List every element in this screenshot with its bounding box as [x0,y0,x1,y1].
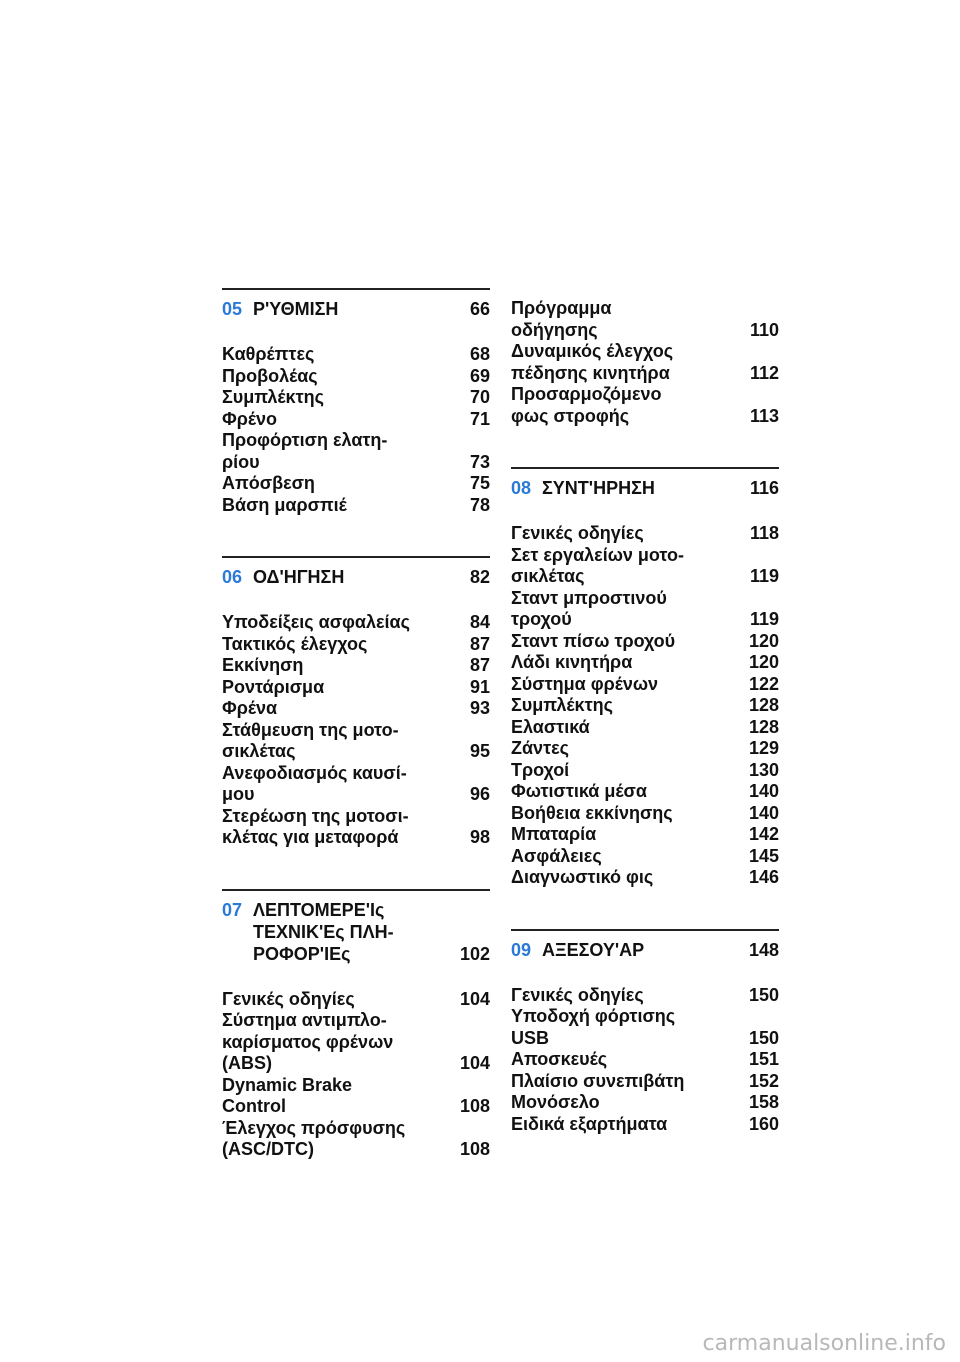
toc-entry-page: 95 [469,741,490,761]
toc-entry-title: Προσαρμοζόμενο φως στροφής [511,384,662,426]
section-page: 102 [459,943,490,964]
toc-entry-title: Μονόσελο [511,1092,600,1112]
toc-entry-title: Δυναμικός έλεγχος πέδησης κινητήρα [511,341,674,383]
toc-entry[interactable] [511,695,779,717]
toc-entry-title: Τακτικός έλεγχος [222,633,368,654]
toc-entry-page: 140 [748,802,779,823]
toc-entry[interactable] [511,652,779,674]
toc-entry-title: Προφόρτιση ελατη- ρίου [222,430,388,472]
toc-entry[interactable] [222,763,490,806]
toc-entry-page: 120 [748,630,779,651]
toc-entry[interactable] [222,720,490,763]
toc-entry[interactable] [511,717,779,739]
toc-entry[interactable] [511,738,779,760]
toc-entry-title: Μπαταρία [511,824,597,844]
toc-entry[interactable] [511,1114,779,1136]
toc-entry-page: 122 [748,673,779,694]
toc-entry-title: Λάδι κινητήρα [511,652,633,672]
toc-entry[interactable] [511,545,779,588]
toc-entry[interactable] [511,523,779,545]
toc-entry[interactable] [222,698,490,720]
toc-continued-entries [511,288,779,427]
toc-entry-title: Φρένο [222,408,278,429]
toc-entry-title: Πρόγραμμα οδήγησης [511,298,612,340]
toc-entry-page: 108 [459,1096,490,1116]
toc-entry[interactable] [511,298,779,341]
toc-entry[interactable] [511,1092,779,1114]
toc-entry-page: 112 [749,362,779,383]
toc-entry-page: 160 [748,1113,779,1134]
toc-entry-title: Dynamic Brake Control [222,1074,353,1116]
toc-entry-title: Ροντάρισμα [222,676,325,697]
toc-entry-page: 129 [748,738,779,758]
section-heading[interactable] [222,899,490,965]
toc-entry-title: Γενικές οδηγίες [511,523,644,543]
toc-entry[interactable] [511,384,779,427]
watermark: carmanualsonline.info [702,1331,946,1356]
toc-section-06 [222,556,490,849]
toc-entry-page: 96 [469,784,490,804]
toc-section-07 [222,889,490,1161]
toc-entry-title: Σύστημα φρένων [511,673,659,694]
toc-entry-page: 119 [749,609,779,629]
toc-right-column [511,288,779,1175]
toc-entry-title: Απόσβεση [222,473,315,493]
toc-section-05 [222,288,490,516]
section-number: 06 [222,567,243,587]
toc-section-09 [511,929,779,1136]
toc-entry-title: Σετ εργαλείων μοτο- σικλέτας [511,544,684,586]
toc-entry-page: 78 [469,494,490,515]
toc-entry-page: 75 [469,473,490,493]
toc-entry[interactable] [222,366,490,388]
toc-entry-page: 87 [469,655,490,675]
toc-entry-title: Ελαστικά [511,716,590,737]
toc-entry-page: 146 [748,867,779,887]
toc-entry-title: Προβολέας [222,365,318,386]
toc-entry-page: 128 [748,695,779,715]
section-page: 82 [469,567,490,587]
toc-entry[interactable] [222,989,490,1011]
toc-entry[interactable] [222,677,490,699]
toc-entry[interactable] [511,867,779,889]
section-title: ΑΞΕΣΟΥ'ΑΡ [542,939,645,960]
toc-entry-page: 84 [469,612,490,632]
toc-entry-title: Σταντ μπροστινού τροχού [511,587,667,629]
toc-entry[interactable] [222,387,490,409]
toc-entry-page: 108 [459,1139,490,1159]
toc-entry[interactable] [222,806,490,849]
toc-entry[interactable] [222,409,490,431]
toc-entry[interactable] [511,341,779,384]
toc-entry[interactable] [222,634,490,656]
section-heading[interactable] [222,298,490,320]
toc-entry[interactable] [511,760,779,782]
toc-entry-page: 140 [748,781,779,801]
toc-entry-page: 98 [469,827,490,847]
section-title: ΟΔ'ΗΓΗΣΗ [253,567,345,587]
toc-entry-page: 142 [748,824,779,844]
toc-entry-page: 104 [459,988,490,1009]
toc-entry-page: 119 [749,566,779,586]
toc-entry-title: Πλαίσιο συνεπιβάτη [511,1070,685,1091]
toc-entry-title: Καθρέπτες [222,344,315,364]
toc-entry-page: 110 [749,319,779,340]
section-heading[interactable] [511,939,779,961]
toc-entry[interactable] [511,824,779,846]
toc-entry[interactable] [511,803,779,825]
toc-entry-page: 151 [748,1049,779,1069]
toc-entry-title: Υποδοχή φόρτισης USB [511,1006,676,1048]
toc-entry-title: Σύστημα αντιμπλο- καρίσματος φρένων (ABS) [222,1010,394,1073]
section-number: 07 [222,899,243,920]
toc-entry[interactable] [511,1071,779,1093]
toc-entry[interactable] [222,430,490,473]
section-heading[interactable] [222,566,490,588]
toc-entry-title: Υποδείξεις ασφαλείας [222,612,410,632]
toc-entry-title: Διαγνωστικό φις [511,867,654,887]
toc-entry-title: Γενικές οδηγίες [511,984,644,1005]
toc-entry[interactable] [511,588,779,631]
toc-entry-page: 158 [748,1092,779,1112]
toc-left-column [222,288,490,1201]
toc-entry-title: Σταντ πίσω τροχού [511,630,676,651]
toc-entry-page: 73 [469,451,490,472]
toc-entry-page: 118 [749,523,779,543]
toc-entry-page: 87 [469,633,490,654]
section-page: 66 [469,299,490,319]
section-number: 05 [222,299,243,319]
toc-entry-page: 93 [469,698,490,718]
section-title: ΣΥΝΤ'ΗΡΗΣΗ [542,478,655,498]
toc-entry-title: Φωτιστικά μέσα [511,781,647,801]
toc-entry-title: Στερέωση της μοτοσι- κλέτας για μεταφορά [222,805,409,847]
toc-entry[interactable] [511,631,779,653]
toc-entry[interactable] [222,473,490,495]
toc-entry[interactable] [222,344,490,366]
toc-entry-title: Στάθμευση της μοτο- σικλέτας [222,719,399,761]
toc-entry[interactable] [222,612,490,634]
toc-entry-title: Ασφάλειες [511,845,602,866]
toc-entry-page: 70 [469,387,490,407]
toc-entry-page: 113 [749,405,779,426]
toc-entry-title: Τροχοί [511,759,570,780]
toc-entry[interactable] [222,495,490,517]
section-title: Ρ'ΥΘΜΙΣΗ [253,299,339,319]
toc-entry-title: Ειδικά εξαρτήματα [511,1113,668,1134]
toc-entry-page: 150 [748,1027,779,1048]
toc-entry-page: 145 [748,845,779,866]
toc-entry-title: Εκκίνηση [222,655,304,675]
toc-entry-title: Ζάντες [511,738,570,758]
section-number: 09 [511,939,532,960]
section-number: 08 [511,478,532,498]
section-heading[interactable] [511,477,779,499]
toc-entry-title: Βάση μαρσπιέ [222,494,347,515]
toc-entry[interactable] [222,1075,490,1118]
toc-entry-page: 128 [748,716,779,737]
toc-entry[interactable] [222,1010,490,1075]
toc-entry[interactable] [222,1118,490,1161]
toc-entry-title: Συμπλέκτης [222,387,324,407]
section-title: ΛΕΠΤΟΜΕΡΕ'Ις ΤΕΧΝΙΚ'Ες ΠΛΗ- ΡΟΦΟΡ'ΙΕς [253,899,394,964]
toc-entry-title: Φρένα [222,698,278,718]
toc-entry-page: 104 [459,1053,490,1073]
toc-entry[interactable] [222,655,490,677]
toc-entry-page: 120 [748,652,779,672]
toc-entry-title: Βοήθεια εκκίνησης [511,802,673,823]
toc-entry-title: Αποσκευές [511,1049,608,1069]
toc-entry-title: Ανεφοδιασμός καυσί- μου [222,762,407,804]
toc-entry[interactable] [511,674,779,696]
toc-entry-page: 130 [748,759,779,780]
toc-entry-page: 91 [469,676,490,697]
toc-section-08 [511,467,779,889]
toc-entry[interactable] [511,1006,779,1049]
toc-entry[interactable] [511,1049,779,1071]
toc-entry-page: 68 [469,344,490,364]
toc-entry-page: 69 [469,365,490,386]
toc-entry[interactable] [511,985,779,1007]
toc-entry-page: 150 [748,984,779,1005]
section-page: 116 [749,478,779,498]
toc-entry-page: 71 [469,408,490,429]
section-page: 148 [748,939,779,960]
toc-entry[interactable] [511,781,779,803]
toc-entry-title: Συμπλέκτης [511,695,613,715]
toc-entry[interactable] [511,846,779,868]
toc-entry-title: Έλεγχος πρόσφυσης (ASC/DTC) [222,1117,406,1159]
toc-entry-page: 152 [748,1070,779,1091]
toc-entry-title: Γενικές οδηγίες [222,988,355,1009]
